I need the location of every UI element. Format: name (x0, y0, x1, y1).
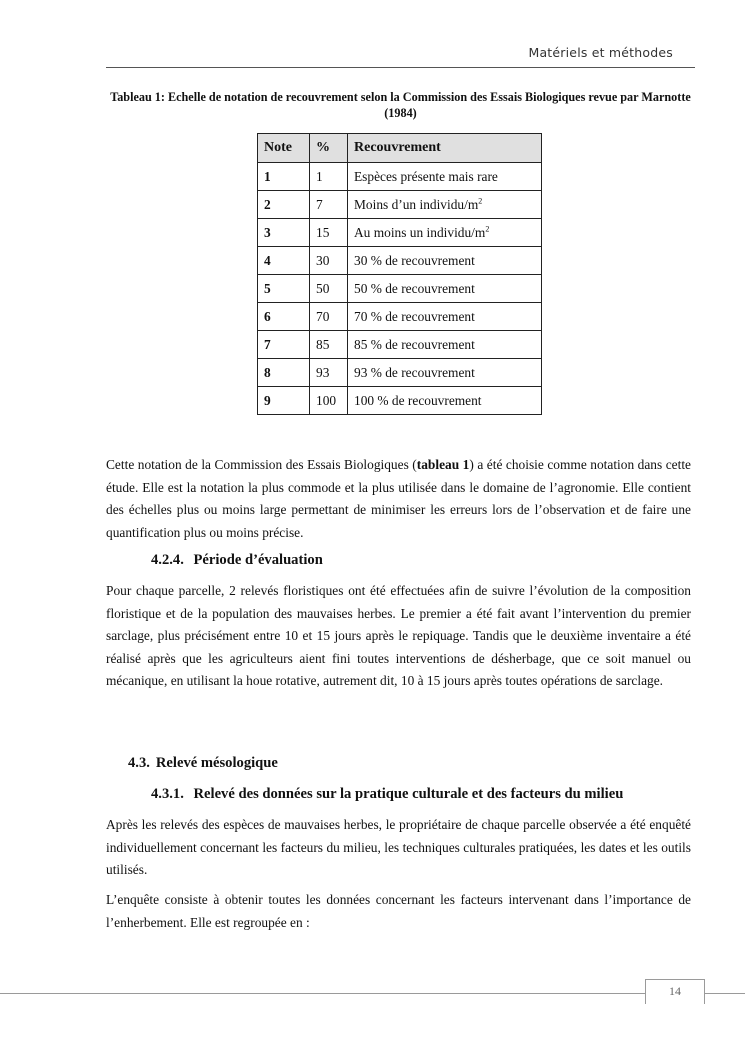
cell-note: 9 (258, 387, 310, 415)
table-row (258, 303, 542, 331)
table-row (258, 331, 542, 359)
cell-percent: 85 (310, 331, 348, 359)
cell-percent: 50 (310, 275, 348, 303)
table-caption: Tableau 1: Echelle de notation de recouvrement selon la Commission des Essais Biologiques revue par Marnotte (1984) (110, 90, 691, 120)
cell-percent: 15 (310, 219, 348, 247)
cell-note: 7 (258, 331, 310, 359)
page-number: 14 (645, 979, 705, 1004)
table-header-row (258, 134, 542, 163)
cell-recouvrement: 100 % de recouvrement (348, 387, 542, 415)
table-reference: tableau 1 (416, 457, 470, 472)
cell-percent: 100 (310, 387, 348, 415)
cell-percent: 1 (310, 163, 348, 191)
notation-table (257, 133, 542, 415)
table-row (258, 247, 542, 275)
footer-divider (703, 993, 745, 994)
cell-note: 8 (258, 359, 310, 387)
table-row (258, 387, 542, 415)
cell-note: 6 (258, 303, 310, 331)
table-row (258, 275, 542, 303)
cell-percent: 30 (310, 247, 348, 275)
paragraph-enquete-intro: Après les relevés des espèces de mauvaises herbes, le propriétaire de chaque parcelle observée a été enquêté individuellement concernant les facteurs du milieu, les techniques culturales pratiquées, les dates et les outils utilisés. (106, 817, 691, 877)
cell-recouvrement: Moins d’un individu/$m^2$ (348, 191, 542, 219)
cell-recouvrement: 50 % de recouvrement (348, 275, 542, 303)
cell-percent: 7 (310, 191, 348, 219)
column-header-percent: % (310, 134, 348, 163)
cell-note: 1 (258, 163, 310, 191)
section-heading-4-3: 4.3. Relevé mésologique (128, 755, 278, 771)
running-header: Matériels et méthodes (528, 45, 673, 60)
cell-recouvrement: Espèces présente mais rare (348, 163, 542, 191)
paragraph-notation: Cette notation de la Commission des Essais Biologiques (tableau 1) a été choisie comme notation dans cette étude. Elle est la notation la plus commode et la plus utilisée dans le domaine de l’agronomie. Elle contient des échelles plus ou moins large permettant de minimiser les erreurs lors de l’observation et de faire une quantification plus ou moins précise. (106, 457, 691, 540)
cell-recouvrement: 85 % de recouvrement (348, 331, 542, 359)
table-row (258, 219, 542, 247)
cell-note: 5 (258, 275, 310, 303)
footer-divider (0, 993, 645, 994)
header-divider (106, 67, 695, 68)
cell-note: 3 (258, 219, 310, 247)
cell-recouvrement: 70 % de recouvrement (348, 303, 542, 331)
cell-note: 4 (258, 247, 310, 275)
cell-recouvrement: Au moins un individu/$m^2$ (348, 219, 542, 247)
column-header-note: Note (258, 134, 310, 163)
cell-recouvrement: 93 % de recouvrement (348, 359, 542, 387)
section-heading-4-3-1: 4.3.1. Relevé des données sur la pratique culturale et des facteurs du milieu (151, 786, 624, 802)
cell-recouvrement: 30 % de recouvrement (348, 247, 542, 275)
table-row (258, 191, 542, 219)
paragraph-enquete: L’enquête consiste à obtenir toutes les données concernant les facteurs intervenant dans l’importance de l’enherbement. Elle est regroupée en : (106, 892, 691, 930)
section-heading-4-2-4: 4.2.4. Période d’évaluation (151, 552, 323, 568)
cell-note: 2 (258, 191, 310, 219)
table-row (258, 359, 542, 387)
table-row (258, 163, 542, 191)
paragraph-periode: Pour chaque parcelle, 2 relevés floristiques ont été effectuées afin de suivre l’évolution de la composition floristique et de la population des mauvaises herbes. Le premier a été fait avant l’intervention du premier sarclage, plus précisément entre 10 et 15 jours après le repiquage. Tandis que le deuxième inventaire a été réalisé après que les agriculteurs aient fini toutes interventions de désherbage, que ce soit manuel ou mécanique, en utilisant la houe rotative, autrement dit, 10 à 15 jours après toutes opérations de sarclage. (106, 583, 691, 688)
cell-percent: 93 (310, 359, 348, 387)
cell-percent: 70 (310, 303, 348, 331)
column-header-recouvrement: Recouvrement (348, 134, 542, 163)
